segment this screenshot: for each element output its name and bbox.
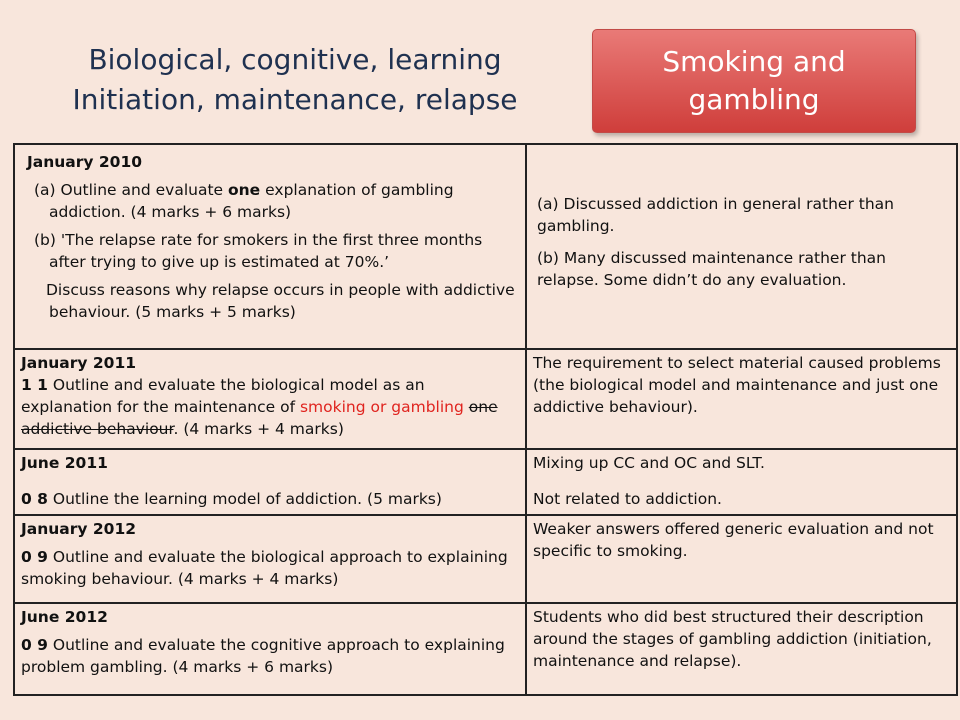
comment-cell: [526, 144, 957, 349]
question-text: 0 9 Outline and evaluate the cognitive approach to explaining problem gambling. (4 marks + 6 marks): [21, 636, 505, 676]
question-b-discuss: Discuss reasons why relapse occurs in people with addictive behaviour. (5 marks + 5 marks): [46, 281, 515, 321]
topic-line-2: gambling: [688, 83, 820, 116]
table-row: [14, 603, 957, 695]
table-row: [14, 144, 957, 349]
slide-title: [30, 40, 560, 120]
table-row: [14, 349, 957, 449]
topic-box: [592, 29, 916, 133]
title-line-2: Initiation, maintenance, relapse: [72, 83, 518, 116]
question-text: 0 8 Outline the learning model of addiction. (5 marks): [21, 490, 442, 508]
session-label: June 2012: [21, 608, 108, 626]
exam-questions-table: [13, 143, 958, 696]
question-cell: [14, 349, 526, 449]
session-label: January 2011: [21, 354, 137, 372]
question-cell: [14, 515, 526, 603]
question-cell: [14, 603, 526, 695]
question-cell: [14, 449, 526, 515]
comment-cell: The requirement to select material caused problems (the biological model and maintenance and just one addictive behaviour).: [526, 349, 957, 449]
topic-line-1: Smoking and: [662, 45, 846, 78]
comment-cell: Weaker answers offered generic evaluation and not specific to smoking.: [526, 515, 957, 603]
comment-b: (b) Many discussed maintenance rather than relapse. Some didn’t do any evaluation.: [537, 248, 886, 289]
question-b: (b) 'The relapse rate for smokers in the first three months after trying to give up is estimated at 70%.’: [34, 231, 483, 271]
question-text: 0 9 Outline and evaluate the biological approach to explaining smoking behaviour. (4 marks + 4 marks): [21, 548, 508, 588]
session-label: January 2010: [27, 153, 143, 171]
table-row: [14, 449, 957, 515]
session-label: January 2012: [21, 520, 137, 538]
session-label: June 2011: [21, 454, 108, 472]
comment-cell: [526, 449, 957, 515]
question-a: (a) Outline and evaluate one explanation of gambling addiction. (4 marks + 6 marks): [34, 181, 454, 221]
question-cell: [14, 144, 526, 349]
table-row: [14, 515, 957, 603]
comment-2: Not related to addiction.: [533, 490, 722, 508]
title-line-1: Biological, cognitive, learning: [88, 43, 502, 76]
question-text: 1 1 Outline and evaluate the biological model as an explanation for the maintenance of smoking or gambling one addictive behaviour. (4 marks + 4 marks): [21, 376, 498, 438]
comment-1: Mixing up CC and OC and SLT.: [533, 454, 765, 472]
comment-cell: Students who did best structured their description around the stages of gambling addiction (initiation, maintenance and relapse).: [526, 603, 957, 695]
comment-a: (a) Discussed addiction in general rather than gambling.: [537, 194, 894, 235]
